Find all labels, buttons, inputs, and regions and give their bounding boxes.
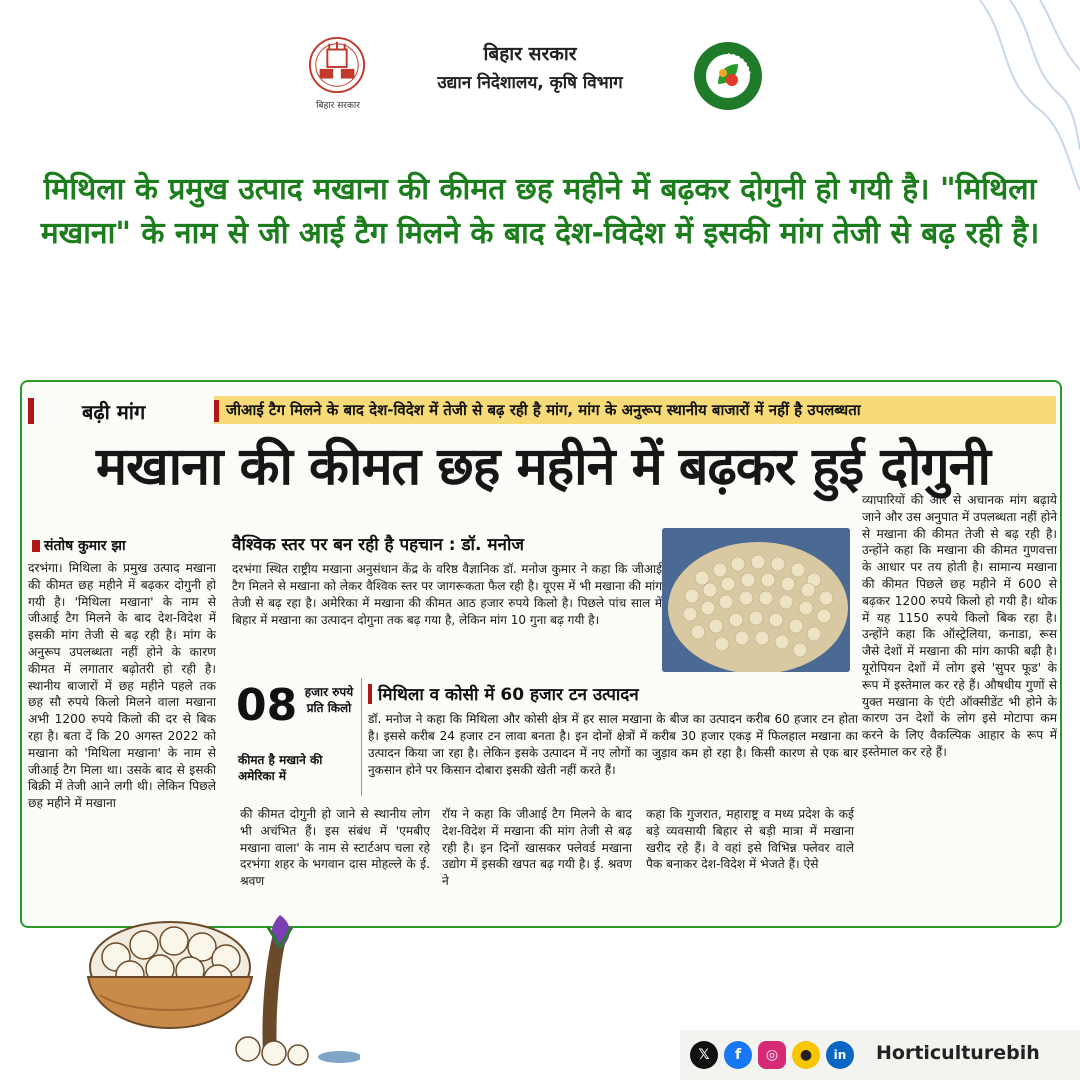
makhana-bowl-illustration — [80, 905, 360, 1080]
clipping-main-headline: मखाना की कीमत छह महीने में बढ़कर हुई दोगुनी — [96, 437, 990, 497]
clipping-subhead: जीआई टैग मिलने के बाद देश-विदेश में तेजी से बढ़ रही है मांग, मांग के अनुरूप स्थानीय बाजारों में नहीं है उपलब्धता — [226, 401, 861, 419]
article-column-bottom-2: रॉय ने कहा कि जीआई टैग मिलने के बाद देश-विदेश में मखाना की मांग तेजी से बढ़ रही है। इन दिनों खासकर फ्लेवर्ड मखाना उद्योग में इसकी खपत बढ़ गयी है। ई. श्रवण ने — [442, 807, 632, 889]
header-line-2: उद्यान निदेशालय, कृषि विभाग — [437, 73, 623, 93]
page-headline: मिथिला के प्रमुख उत्पाद मखाना की कीमत छह महीने में बढ़कर दोगुनी हो गयी है। "मिथिला मखाना" के नाम से जी आई टैग मिलने के बाद देश-विदेश में इसकी मांग तेजी से बढ़ रही है। — [40, 172, 1040, 251]
newspaper-clipping — [20, 380, 1062, 928]
header-titles — [390, 40, 670, 93]
subhead-banner — [214, 396, 1056, 424]
social-handle[interactable]: Horticulturebih — [876, 1042, 1040, 1064]
article-column-1: दरभंगा। मिथिला के प्रमुख उत्पाद मखाना की कीमत छह महीने में बढ़कर दोगुनी हो गयी है। 'मिथिला मखाना' के नाम से जीआई टैग मिलने के बाद देश-विदेश में इसकी मांग तेजी से बढ़ रही है। मांग के अनुरूप उपलब्धता नहीं होने के कारण कीमत में लगातार बढ़ोतरी हो रही है। स्थानीय बाजारों में छह महीने पहले तक छह सौ रुपये किलो मिलने वाला मखाना अभी 1200 रुपये किलो की दर से बिक रहा है। बता दें कि 20 अगस्त 2022 को मखाना को 'मिथिला मखाना' के नाम से जीआई टैग मिला था। उसके बाद से इसकी बिक्री में तेजी आने लगी थी। लेकिन पिछले छह महीने में मखाना — [28, 561, 216, 811]
x-icon[interactable]: 𝕏 — [690, 1041, 718, 1069]
linkedin-icon[interactable]: in — [826, 1041, 854, 1069]
makhana-photo — [662, 528, 850, 672]
scientist-quote-box — [232, 532, 662, 629]
koo-icon[interactable]: ● — [792, 1041, 820, 1069]
bihar-seal-icon — [308, 36, 366, 94]
bihar-logo-label: बिहार सरकार — [316, 101, 360, 111]
header-line-1: बिहार सरकार — [483, 43, 577, 65]
subhead-marker — [214, 400, 219, 422]
clipping-byline: संतोष कुमार झा — [32, 536, 126, 555]
quote-box-text: दरभंगा स्थित राष्ट्रीय मखाना अनुसंधान केंद्र के वरिष्ठ वैज्ञानिक डॉ. मनोज कुमार ने कहा कि जीआई टैग मिलने से मखाना को लेकर वैश्विक स्तर पर जागरूकता फैल रही है। यूएस में भी मखाना की मांग तेजी से बढ़ रहा है। अमेरिका में मखाना की कीमत आठ हजार रुपये किलो है। पिछले पांच साल में बिहार में मखाना का उत्पादन दोगुना तक बढ़ गया है, लेकिन मांग 10 गुना बढ़ गयी है। — [232, 562, 662, 627]
article-column-bottom-1: की कीमत दोगुनी हो जाने से स्थानीय लोग भी अचंभित हैं। इस संबंध में 'एमबीए मखाना वाला' के नाम से स्टार्टअप चला रहे दरभंगा शहर के भगवान दास मोहल्ले के ई. श्रवण — [240, 807, 430, 889]
social-footer — [680, 1030, 1080, 1080]
quote-box-title: वैश्विक स्तर पर बन रही है पहचान : डॉ. मनोज — [232, 535, 524, 555]
production-marker — [368, 684, 372, 704]
production-box — [368, 682, 858, 779]
price-stat-box — [232, 678, 362, 796]
page-header — [300, 36, 780, 116]
article-column-right: व्यापारियों की ओर से अचानक मांग बढ़ाये जाने और उस अनुपात में उपलब्धता नहीं होने से मखाना की कीमत तेजी से बढ़ रही है। उन्होंने कहा कि मखाना की कीमत गुणवत्ता के आधार पर तय होती है। सामान्य मखाना की कीमत पिछले छह महीने में 600 से बढ़कर 1200 रुपये किलो हो गयी है। थोक में यह 1150 रुपये किलो बिक रहा है। उन्होंने कहा कि ऑस्ट्रेलिया, कनाडा, रूस जैसे देशों में मखाना की मांग काफी बढ़ी है। यूरोपियन देशों में लोग इसे 'सुपर फूड' के रूप में इस्तेमाल कर रहे हैं। औषधीय गुणों से युक्त मखाना के एंटी ऑक्सीडेंट भी होने के कारण उन देशों के लोग इसे मोटापा कम करने के लिए वैकल्पिक आहार के रूप में इस्तेमाल कर रहे हैं। — [862, 493, 1057, 759]
facebook-icon[interactable]: f — [724, 1041, 752, 1069]
stat-number: 08 — [236, 680, 298, 731]
stat-caption: कीमत है मखाने की अमेरिका में — [238, 753, 323, 783]
production-title: मिथिला व कोसी में 60 हजार टन उत्पादन — [378, 685, 639, 705]
instagram-icon[interactable]: ◎ — [758, 1041, 786, 1069]
article-column-bottom-3: कहा कि गुजरात, महाराष्ट्र व मध्य प्रदेश के कई बड़े व्यवसायी बिहार से बड़ी मात्रा में मखाना खरीद रहे हैं। वे वहां इसे विभिन्न फ्लेवर वाले पैक बनाकर देश-विदेश में भेजते हैं। ऐसे — [646, 807, 854, 872]
kicker-marker — [28, 398, 34, 424]
production-text: डॉ. मनोज ने कहा कि मिथिला और कोसी क्षेत्र में हर साल मखाना के बीज का उत्पादन करीब 60 हजार टन होता है। इससे करीब 24 हजार टन लावा बनता है। इन दोनों क्षेत्रों में करीब 30 हजार एकड़ में फिलहाल मखाना का उत्पादन किया जा रहा है। लेकिन इसके उत्पादन में नए लोगों का जुड़ाव कम हो रहा है। किसी कारण से एक बार नुकसान होने पर किसान दोबारा इसकी खेती नहीं करते हैं। — [368, 712, 858, 777]
horticulture-society-logo — [692, 40, 764, 112]
clipping-kicker: बढ़ी मांग — [82, 400, 146, 424]
bihar-government-logo — [308, 36, 368, 114]
stat-unit: हजार रुपये प्रति किलो — [304, 685, 354, 715]
